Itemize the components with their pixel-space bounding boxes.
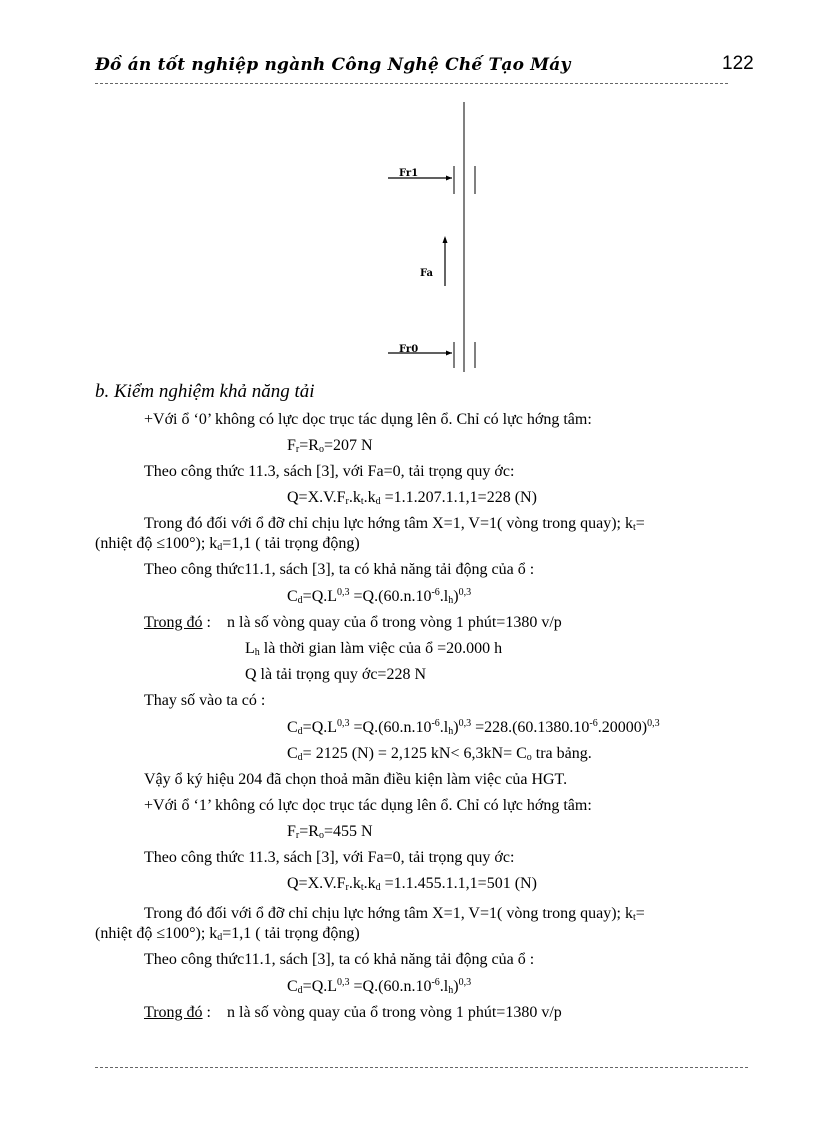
b1-coef-line1: Trong đó đối với ổ đỡ chỉ chịu lực hớng tâm X=1, V=1( vòng trong quay); $k_t=$ xyxy=(144,515,645,533)
b1-intro: +Với ổ ‘0’ không có lực dọc trục tác dụng lên ổ. Chỉ có lực hớng tâm: xyxy=(144,411,592,428)
b2-formula-ref: Theo công thức 11.3, sách [3], với Fa=0, tải trọng quy ớc: xyxy=(144,849,515,866)
footer-divider xyxy=(95,1067,748,1068)
b1-q-equation: $Q=X.V.F_r.k_t.k_d =1.1.207.1.1,1=228$ (N) xyxy=(287,489,537,507)
header-title: Đồ án tốt nghiệp ngành Công Nghệ Chế Tạo Máy xyxy=(95,55,571,75)
page-number: 122 xyxy=(722,53,754,74)
fr1-arrowhead xyxy=(446,176,452,181)
shaft-force-diagram xyxy=(380,100,500,375)
b1-c-substituted: $C_d=Q.L^{0,3} =Q.(60.n.10^{-6}.l_h)^{0,3} =228.(60.1380.10^{-6}.20000)^{0,3}$ xyxy=(287,718,660,737)
b1-substitute: Thay số vào ta có : xyxy=(144,692,266,709)
fr0-arrowhead xyxy=(446,351,452,356)
b1-formula-ref: Theo công thức 11.3, sách [3], với Fa=0, tải trọng quy ớc: xyxy=(144,463,515,480)
label-fa: Fa xyxy=(420,268,434,279)
b1-where-q: Q là tải trọng quy ớc=228 N xyxy=(245,666,427,683)
b1-conclusion: Vậy ổ ký hiệu 204 đã chọn thoả mãn điều kiện làm việc của HGT. xyxy=(144,771,568,788)
b1-where-lh: $L_h$ là thời gian làm việc của ổ =20.000 h xyxy=(245,640,503,658)
b1-c-equation: $C_d=Q.L^{0,3} =Q.(60.n.10^{-6}.l_h)^{0,3}$ xyxy=(287,587,472,606)
section-title: b. Kiểm nghiệm khả năng tải xyxy=(95,381,315,402)
label-fr1: Fr1 xyxy=(399,168,419,179)
b2-coef-line2: (nhiệt độ ≤100°); $k_d=1,1$ ( tải trọng động) xyxy=(95,925,360,943)
b1-fr-equation: $F_r=R_o=207$ N xyxy=(287,437,373,455)
b1-c-result: $C_d= 2125$ (N) = 2,125 $kN< 6,3kN= C_o$ tra bảng. xyxy=(287,745,592,763)
b1-where-n: Trong đó : n là số vòng quay của ổ trong vòng 1 phút=1380 v/p xyxy=(144,614,562,631)
b2-dynamic-ref: Theo công thức11.1, sách [3], ta có khả năng tải động của ổ : xyxy=(144,951,535,968)
b2-intro: +Với ổ ‘1’ không có lực dọc trục tác dụng lên ổ. Chỉ có lực hớng tâm: xyxy=(144,797,592,814)
b1-coef-line2: (nhiệt độ ≤100°); $k_d=1,1$ ( tải trọng động) xyxy=(95,535,360,553)
b2-q-equation: $Q=X.V.F_r.k_t.k_d =1.1.455.1.1,1=501$ (N) xyxy=(287,875,537,893)
b2-c-equation: $C_d=Q.L^{0,3} =Q.(60.n.10^{-6}.l_h)^{0,3}$ xyxy=(287,977,472,996)
label-fr0: Fr0 xyxy=(399,344,419,355)
header-divider xyxy=(95,83,728,84)
b2-fr-equation: $F_r=R_o=455$ N xyxy=(287,823,373,841)
b1-dynamic-ref: Theo công thức11.1, sách [3], ta có khả năng tải động của ổ : xyxy=(144,561,535,578)
b2-coef-line1: Trong đó đối với ổ đỡ chỉ chịu lực hớng tâm X=1, V=1( vòng trong quay); $k_t=$ xyxy=(144,905,645,923)
b2-where-n: Trong đó : n là số vòng quay của ổ trong vòng 1 phút=1380 v/p xyxy=(144,1004,562,1021)
fa-arrowhead xyxy=(443,236,448,243)
